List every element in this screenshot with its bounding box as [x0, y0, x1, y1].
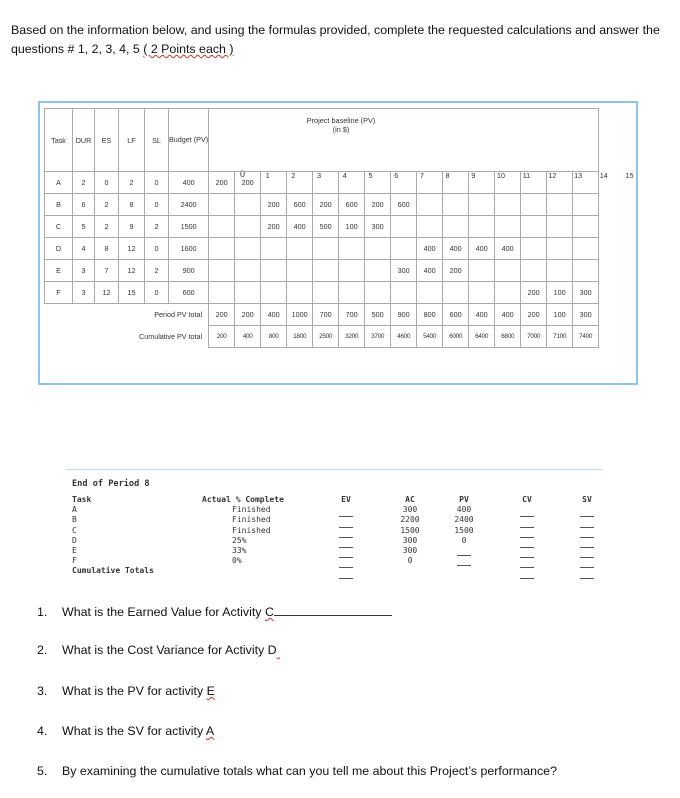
- cumulative-total-value: 6400: [469, 326, 495, 348]
- period-value: [521, 194, 547, 216]
- cumulative-total-value: 3200: [339, 326, 365, 348]
- period-value: [417, 194, 443, 216]
- question-number: 5.: [37, 764, 48, 778]
- period-value: 600: [339, 194, 365, 216]
- period-value: [287, 282, 313, 304]
- eop-blank-line[interactable]: [580, 568, 594, 578]
- period-value: 400: [287, 216, 313, 238]
- period-number: 3: [317, 171, 322, 180]
- eop-task-header: Task: [72, 495, 92, 504]
- period-total-value: 400: [495, 304, 521, 326]
- period-number: 14: [599, 171, 608, 180]
- period-total-value: 1000: [287, 304, 313, 326]
- period-value: [417, 216, 443, 238]
- period-total-value: 700: [313, 304, 339, 326]
- period-number: 1: [265, 171, 270, 180]
- task-lf: 9: [119, 216, 145, 238]
- eop-blank-line[interactable]: [580, 528, 594, 538]
- spacer: [45, 304, 119, 326]
- eop-pct-value: Finished: [232, 515, 271, 525]
- eop-blank-line[interactable]: [339, 538, 353, 548]
- period-value: [521, 260, 547, 282]
- cumulative-total-value: 4600: [391, 326, 417, 348]
- eop-pv-header: PV: [459, 495, 469, 504]
- period-value: [495, 194, 521, 216]
- eop-blank-line[interactable]: [580, 538, 594, 548]
- task-budget: 400: [169, 172, 209, 194]
- eop-blank-line[interactable]: [520, 507, 534, 517]
- period-total-value: 200: [209, 304, 235, 326]
- task-row: [45, 172, 599, 194]
- task-task: F: [45, 282, 73, 304]
- eop-ac-column: [390, 495, 430, 566]
- period-value: [391, 216, 417, 238]
- period-value: [547, 260, 573, 282]
- period-value: [469, 216, 495, 238]
- task-dur: 4: [73, 238, 95, 260]
- period-value: [495, 260, 521, 282]
- period-value: [209, 282, 235, 304]
- period-value: [417, 172, 443, 194]
- task-dur: 5: [73, 216, 95, 238]
- period-value: 400: [443, 238, 469, 260]
- period-value: 100: [339, 216, 365, 238]
- period-value: [495, 172, 521, 194]
- task-dur: 3: [73, 260, 95, 282]
- period-number: 8: [445, 171, 450, 180]
- period-value: [261, 238, 287, 260]
- period-value: [209, 216, 235, 238]
- eop-pct-value: 25%: [232, 535, 247, 545]
- period-total-value: 200: [521, 304, 547, 326]
- eop-blank-line[interactable]: [457, 556, 471, 566]
- period-value: 400: [495, 238, 521, 260]
- eop-blank-line[interactable]: [457, 546, 471, 556]
- baseline-title-line1: Project baseline (PV): [306, 116, 376, 125]
- task-row: [45, 282, 599, 304]
- period-header-area: [209, 109, 599, 172]
- period-value: 600: [391, 194, 417, 216]
- period-value: [417, 282, 443, 304]
- cumulative-total-value: 7400: [573, 326, 599, 348]
- period-value: [235, 216, 261, 238]
- task-es: 12: [95, 282, 119, 304]
- period-value: [313, 282, 339, 304]
- question-1: [37, 603, 392, 619]
- question-text: What is the Earned Value for Activity: [62, 605, 265, 619]
- column-header: SL: [145, 109, 169, 172]
- eop-cumulative-label: Cumulative Totals: [72, 566, 154, 576]
- period-value: [365, 238, 391, 260]
- period-value: 200: [235, 172, 261, 194]
- question-5: [37, 764, 557, 778]
- period-value: [235, 260, 261, 282]
- spacer: [45, 326, 95, 348]
- period-value: [521, 216, 547, 238]
- period-value: [495, 216, 521, 238]
- period-value: [443, 282, 469, 304]
- task-sl: 0: [145, 172, 169, 194]
- question-number: 1.: [37, 605, 48, 619]
- task-sl: 2: [145, 216, 169, 238]
- period-total-label: Period PV total: [154, 310, 203, 320]
- task-budget: 2400: [169, 194, 209, 216]
- task-es: 2: [95, 194, 119, 216]
- period-number: 7: [419, 171, 424, 180]
- task-dur: 6: [73, 194, 95, 216]
- eop-blank-line[interactable]: [339, 528, 353, 538]
- period-value: 200: [521, 282, 547, 304]
- period-number: 10: [497, 171, 505, 180]
- period-number: 15: [625, 171, 634, 180]
- task-task: C: [45, 216, 73, 238]
- period-value: [365, 282, 391, 304]
- cumulative-total-value: 7100: [547, 326, 573, 348]
- question-4: [37, 724, 214, 738]
- eop-cv-column: [515, 495, 539, 579]
- eop-sv-column: [575, 495, 599, 579]
- period-number: 13: [574, 171, 583, 180]
- period-value: 400: [417, 238, 443, 260]
- cumulative-total-value: 3700: [365, 326, 391, 348]
- task-lf: 2: [119, 172, 145, 194]
- eop-task: A: [72, 505, 77, 515]
- period-value: [261, 282, 287, 304]
- eop-pct-value: 0%: [232, 556, 242, 566]
- eop-pv-value: 1500: [454, 525, 474, 535]
- period-value: 200: [261, 216, 287, 238]
- period-value: [443, 172, 469, 194]
- eop-blank-line[interactable]: [520, 528, 534, 538]
- eop-blank-line[interactable]: [339, 568, 353, 578]
- period-value: [573, 216, 599, 238]
- period-value: [521, 172, 547, 194]
- question-target: A: [205, 724, 215, 738]
- eop-top-rule: [66, 469, 602, 470]
- period-value: 300: [365, 216, 391, 238]
- cumulative-total-value: 1800: [287, 326, 313, 348]
- task-task: E: [45, 260, 73, 282]
- period-value: 200: [261, 194, 287, 216]
- question-3: [37, 684, 215, 698]
- task-lf: 12: [119, 260, 145, 282]
- eop-blank-line[interactable]: [520, 568, 534, 578]
- period-value: 500: [313, 216, 339, 238]
- period-total-value: 900: [391, 304, 417, 326]
- task-sl: 0: [145, 238, 169, 260]
- period-value: [573, 194, 599, 216]
- period-value: [209, 260, 235, 282]
- period-value: 200: [365, 194, 391, 216]
- task-budget: 1500: [169, 216, 209, 238]
- period-number: 5: [368, 171, 373, 180]
- eop-blank-line[interactable]: [339, 507, 353, 517]
- task-es: 2: [95, 216, 119, 238]
- task-sl: 2: [145, 260, 169, 282]
- period-value: [287, 238, 313, 260]
- eop-blank-line[interactable]: [580, 517, 594, 527]
- question-number: 4.: [37, 724, 48, 738]
- baseline-table: [44, 108, 599, 348]
- period-value: [209, 194, 235, 216]
- period-value: [573, 238, 599, 260]
- cumulative-total-value: 6000: [443, 326, 469, 348]
- eop-task: D: [72, 535, 77, 545]
- eop-blank-line[interactable]: [580, 558, 594, 568]
- period-value: 100: [547, 282, 573, 304]
- period-number: 4: [342, 171, 347, 180]
- task-row: [45, 260, 599, 282]
- cumulative-total-value: 2500: [313, 326, 339, 348]
- question-number: 3.: [37, 684, 48, 698]
- eop-heading: End of Period 8: [72, 479, 150, 489]
- task-sl: 0: [145, 282, 169, 304]
- period-value: [235, 238, 261, 260]
- eop-ac-value: 300: [402, 505, 418, 515]
- instructions: [11, 21, 671, 59]
- period-total-value: 400: [261, 304, 287, 326]
- column-header: ES: [95, 109, 119, 172]
- cumulative-total-value: 400: [235, 326, 261, 348]
- period-value: [339, 282, 365, 304]
- question-target: E: [206, 684, 215, 698]
- eop-ac-value: 0: [407, 556, 413, 566]
- eop-task: C: [72, 525, 77, 535]
- cumulative-total-value: 7000: [521, 326, 547, 348]
- eop-cv-header: CV: [522, 495, 532, 504]
- period-value: [521, 238, 547, 260]
- period-value: [339, 238, 365, 260]
- question-target: D: [267, 643, 277, 657]
- period-total-value: 300: [573, 304, 599, 326]
- task-task: A: [45, 172, 73, 194]
- eop-pct-header: Actual % Complete: [202, 495, 284, 504]
- task-lf: 8: [119, 194, 145, 216]
- period-value: [547, 172, 573, 194]
- period-value: [469, 282, 495, 304]
- task-budget: 900: [169, 260, 209, 282]
- question-2: [37, 643, 389, 657]
- eop-pct-column: [202, 495, 312, 566]
- period-total-value: 400: [469, 304, 495, 326]
- cumulative-total-value: 6800: [495, 326, 521, 348]
- period-value: [261, 260, 287, 282]
- period-value: 400: [469, 238, 495, 260]
- period-value: 200: [443, 260, 469, 282]
- eop-blank-line[interactable]: [520, 548, 534, 558]
- question-text: By examining the cumulative totals what can you tell me about this Project’s performance?: [62, 764, 557, 778]
- period-value: [547, 194, 573, 216]
- period-value: [287, 260, 313, 282]
- cumulative-total-row: [45, 326, 599, 348]
- eop-pct-value: Finished: [232, 505, 271, 515]
- cumulative-total-label: Cumulative PV total: [139, 332, 203, 341]
- period-value: [209, 238, 235, 260]
- period-value: [235, 282, 261, 304]
- period-value: [261, 172, 287, 194]
- eop-blank-line[interactable]: [520, 538, 534, 548]
- period-value: 300: [573, 282, 599, 304]
- column-header: Task: [45, 109, 73, 172]
- period-total-row: [45, 304, 599, 326]
- cumulative-total-value: 800: [261, 326, 287, 348]
- question-number: 2.: [37, 643, 48, 657]
- question-text: What is the SV for activity: [62, 724, 206, 738]
- period-total-value: 100: [547, 304, 573, 326]
- baseline-title-line2: (in $): [332, 125, 350, 134]
- period-number: 9: [471, 171, 476, 180]
- eop-ev-column: [334, 495, 358, 579]
- task-es: 7: [95, 260, 119, 282]
- eop-blank-line[interactable]: [580, 548, 594, 558]
- eop-ac-header: AC: [405, 495, 415, 504]
- column-header: LF: [119, 109, 145, 172]
- eop-blank-line[interactable]: [339, 548, 353, 558]
- task-row: [45, 238, 599, 260]
- column-header: DUR: [73, 109, 95, 172]
- period-value: 600: [287, 194, 313, 216]
- period-value: [495, 282, 521, 304]
- period-value: [443, 194, 469, 216]
- column-header: Budget (PV): [169, 109, 209, 172]
- eop-sv-header: SV: [582, 495, 592, 504]
- period-value: 200: [209, 172, 235, 194]
- task-lf: 15: [119, 282, 145, 304]
- period-value: 400: [417, 260, 443, 282]
- period-value: [313, 172, 339, 194]
- eop-pct-value: 33%: [232, 546, 247, 556]
- period-total-value: 800: [417, 304, 443, 326]
- eop-task: B: [72, 515, 77, 525]
- answer-line-2[interactable]: [277, 643, 389, 655]
- eop-ac-value: 300: [402, 546, 418, 556]
- period-value: 300: [391, 260, 417, 282]
- period-number: 11: [522, 171, 531, 180]
- task-task: D: [45, 238, 73, 260]
- eop-ac-value: 2200: [400, 515, 420, 525]
- period-value: [391, 282, 417, 304]
- period-total-value: 500: [365, 304, 391, 326]
- answer-line-1[interactable]: [274, 603, 392, 616]
- task-row: [45, 194, 599, 216]
- eop-blank-line[interactable]: [520, 558, 534, 568]
- eop-ac-value: 300: [402, 535, 418, 545]
- period-total-value: 700: [339, 304, 365, 326]
- period-value: [391, 238, 417, 260]
- eop-blank-line[interactable]: [580, 507, 594, 517]
- question-text: What is the PV for activity: [62, 684, 207, 698]
- period-number: 0: [240, 169, 246, 179]
- eop-task-column: [72, 495, 182, 577]
- period-value: [339, 260, 365, 282]
- period-value: [469, 260, 495, 282]
- period-value: [313, 238, 339, 260]
- task-es: 0: [95, 172, 119, 194]
- eop-pv-value: 0: [461, 535, 467, 545]
- task-dur: 3: [73, 282, 95, 304]
- task-row: [45, 216, 599, 238]
- eop-ac-value: 1500: [400, 525, 420, 535]
- eop-pv-value: 400: [456, 505, 472, 515]
- question-text: What is the Cost Variance for Activity: [62, 643, 268, 657]
- task-sl: 0: [145, 194, 169, 216]
- task-dur: 2: [73, 172, 95, 194]
- eop-blank-line[interactable]: [520, 517, 534, 527]
- period-value: [573, 260, 599, 282]
- period-value: [547, 216, 573, 238]
- eop-blank-line[interactable]: [339, 517, 353, 527]
- task-task: B: [45, 194, 73, 216]
- period-value: [469, 194, 495, 216]
- instructions-text: Based on the information below, and using the formulas provided, complete the requested calculations and answer the questions # 1, 2, 3, 4, 5: [11, 23, 660, 56]
- period-number: 12: [548, 171, 557, 180]
- task-es: 8: [95, 238, 119, 260]
- cumulative-total-value: 200: [209, 326, 235, 348]
- task-lf: 12: [119, 238, 145, 260]
- period-value: [313, 260, 339, 282]
- eop-ev-header: EV: [341, 495, 351, 504]
- eop-pv-value: 2400: [454, 515, 474, 525]
- period-value: [443, 216, 469, 238]
- period-value: [391, 172, 417, 194]
- eop-task: E: [72, 546, 77, 556]
- period-total-value: 600: [443, 304, 469, 326]
- period-value: [287, 172, 313, 194]
- task-budget: 600: [169, 282, 209, 304]
- eop-task: F: [72, 556, 77, 566]
- period-total-value: 200: [235, 304, 261, 326]
- period-value: [365, 260, 391, 282]
- cumulative-total-value: 5400: [417, 326, 443, 348]
- period-value: [573, 172, 599, 194]
- period-value: [235, 194, 261, 216]
- period-value: [365, 172, 391, 194]
- period-value: [469, 172, 495, 194]
- eop-blank-line[interactable]: [339, 558, 353, 568]
- points-note: ( 2 Points each ): [143, 42, 234, 56]
- eop-pct-value: Finished: [232, 525, 271, 535]
- period-value: [339, 172, 365, 194]
- eop-pv-column: [444, 495, 484, 566]
- period-number: 6: [394, 171, 399, 180]
- period-number: 2: [291, 171, 296, 180]
- period-value: [547, 238, 573, 260]
- question-target: C: [264, 605, 274, 619]
- period-value: 200: [313, 194, 339, 216]
- task-budget: 1600: [169, 238, 209, 260]
